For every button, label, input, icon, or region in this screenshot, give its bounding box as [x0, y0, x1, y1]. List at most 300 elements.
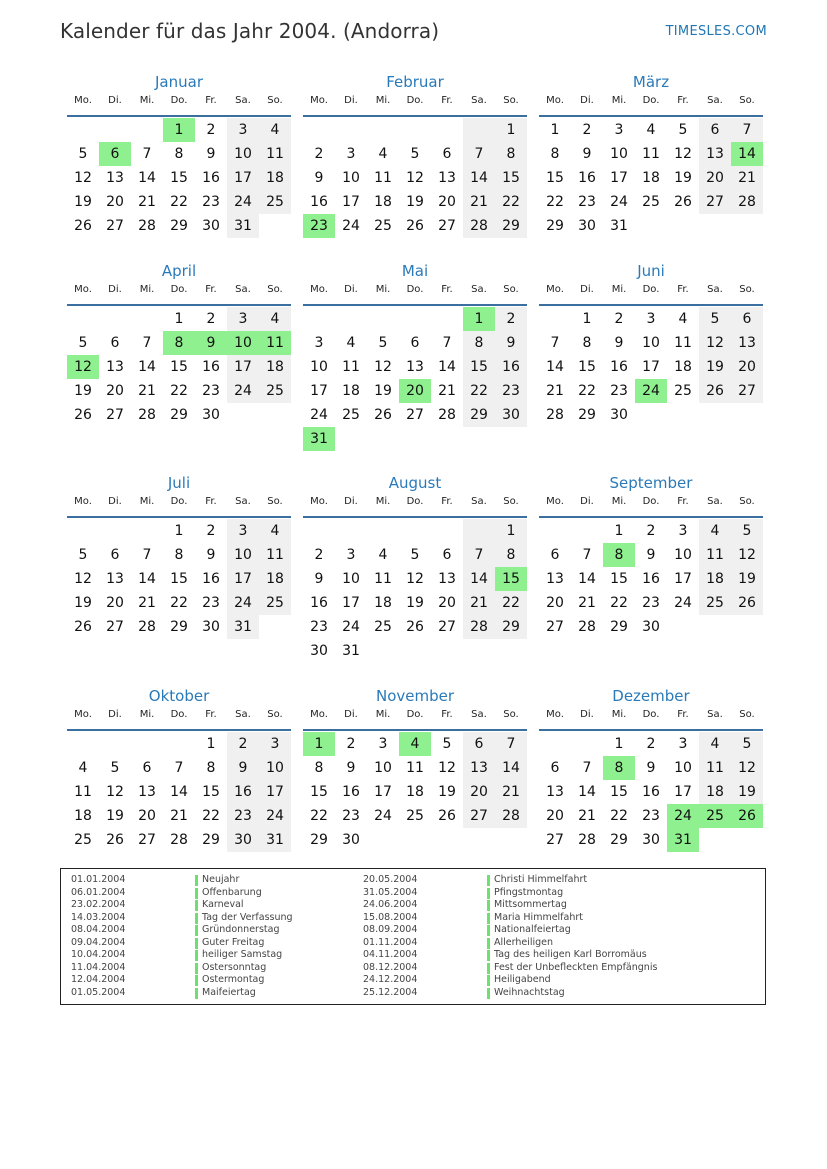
- day-cell: 3: [378, 736, 388, 752]
- day-cell: 14: [495, 756, 527, 780]
- month-title: Juni: [637, 262, 665, 280]
- weekday-label: Di.: [580, 284, 594, 295]
- day-cell: 18: [374, 194, 392, 210]
- weekday-header: [303, 94, 527, 115]
- weekday-label: Mo.: [74, 496, 92, 507]
- holiday-name: Maria Himmelfahrt: [494, 911, 583, 923]
- week-row: [303, 615, 527, 639]
- day-cell: 24: [310, 407, 328, 423]
- holiday-entry: [363, 912, 743, 925]
- weekday-label: So.: [503, 709, 519, 720]
- day-cell: 27: [138, 832, 156, 848]
- day-cell: 19: [406, 595, 424, 611]
- day-cell: 30: [202, 619, 220, 635]
- day-cell: 5: [678, 122, 688, 138]
- day-cell: 21: [546, 383, 564, 399]
- day-cell: 29: [610, 619, 628, 635]
- day-cell: 14: [170, 784, 188, 800]
- day-cell: 29: [610, 832, 628, 848]
- week-row: [539, 190, 763, 214]
- month-9: [539, 472, 763, 639]
- day-cell: 14: [463, 567, 495, 591]
- day-cell: 10: [674, 760, 692, 776]
- month-divider: [67, 729, 291, 731]
- week-row: [67, 804, 291, 828]
- day-cell: 19: [74, 595, 92, 611]
- day-cell: 31: [667, 828, 699, 852]
- week-row: [303, 427, 527, 451]
- day-cell: 31: [303, 427, 335, 451]
- day-cell: 14: [138, 571, 156, 587]
- day-cell: 17: [259, 780, 291, 804]
- week-row: [539, 804, 763, 828]
- week-row: [539, 331, 763, 355]
- day-cell: 26: [731, 804, 763, 828]
- holiday-entry: [363, 949, 743, 962]
- holiday-name: Christi Himmelfahrt: [494, 874, 588, 885]
- weekday-label: So.: [267, 95, 283, 106]
- week-row: [303, 732, 527, 756]
- empty-cell: [259, 403, 291, 427]
- holiday-marker: [487, 925, 490, 936]
- day-cell: 8: [582, 335, 592, 351]
- day-cell: 12: [406, 571, 424, 587]
- weekday-label: Do.: [642, 284, 660, 295]
- weekday-label: Mo.: [74, 95, 92, 106]
- month-12: [539, 685, 763, 852]
- day-cell: 3: [314, 335, 324, 351]
- empty-cell: [335, 307, 367, 331]
- day-cell: 19: [106, 808, 124, 824]
- month-10: [67, 685, 291, 852]
- day-cell: 15: [610, 571, 628, 587]
- day-cell: 30: [495, 403, 527, 427]
- week-row: [539, 615, 763, 639]
- weekday-label: Do.: [642, 95, 660, 106]
- month-title: Februar: [386, 73, 444, 91]
- day-cell: 3: [227, 519, 259, 543]
- empty-cell: [131, 732, 163, 756]
- empty-cell: [131, 519, 163, 543]
- week-row: [539, 567, 763, 591]
- day-cell: 7: [463, 142, 495, 166]
- brand-logo-text[interactable]: TIMESLES.COM: [665, 24, 767, 39]
- week-row: [67, 543, 291, 567]
- day-cell: 20: [106, 194, 124, 210]
- day-cell: 25: [259, 190, 291, 214]
- month-6: [539, 260, 763, 427]
- day-cell: 8: [314, 760, 324, 776]
- day-cell: 4: [399, 732, 431, 756]
- day-cell: 2: [206, 122, 216, 138]
- holiday-marker: [487, 950, 490, 961]
- day-cell: 2: [646, 523, 656, 539]
- month-8: [303, 472, 527, 663]
- day-cell: 7: [582, 547, 592, 563]
- day-cell: 15: [463, 355, 495, 379]
- weekday-label: So.: [267, 709, 283, 720]
- day-cell: 31: [259, 828, 291, 852]
- empty-cell: [431, 427, 463, 451]
- holiday-date: 04.11.2004: [363, 949, 418, 960]
- week-row: [303, 780, 527, 804]
- month-1: [67, 71, 291, 238]
- day-cell: 6: [442, 146, 452, 162]
- weekday-label: Di.: [108, 284, 122, 295]
- week-row: [67, 190, 291, 214]
- weekday-label: Mo.: [546, 496, 564, 507]
- day-cell: 21: [578, 595, 596, 611]
- weekday-label: Do.: [170, 284, 188, 295]
- day-cell: 1: [614, 523, 624, 539]
- empty-cell: [731, 214, 763, 238]
- day-cell: 7: [174, 760, 184, 776]
- day-cell: 31: [227, 214, 259, 238]
- day-cell: 12: [406, 170, 424, 186]
- weekday-label: So.: [739, 95, 755, 106]
- day-cell: 5: [378, 335, 388, 351]
- week-row: [303, 543, 527, 567]
- day-cell: 11: [74, 784, 92, 800]
- week-row: [67, 403, 291, 427]
- month-divider: [67, 304, 291, 306]
- week-row: [303, 142, 527, 166]
- week-row: [303, 519, 527, 543]
- day-cell: 18: [342, 383, 360, 399]
- holiday-entry: [363, 874, 743, 887]
- weekday-label: Mo.: [310, 709, 328, 720]
- day-cell: 13: [438, 571, 456, 587]
- empty-cell: [99, 118, 131, 142]
- holiday-entry: [363, 937, 743, 950]
- holiday-date: 11.04.2004: [71, 961, 126, 973]
- day-cell: 17: [227, 567, 259, 591]
- day-cell: 28: [731, 190, 763, 214]
- day-cell: 17: [342, 194, 360, 210]
- empty-cell: [335, 519, 367, 543]
- day-cell: 25: [374, 619, 392, 635]
- day-cell: 21: [731, 166, 763, 190]
- weekday-label: Mi.: [611, 284, 627, 295]
- day-cell: 13: [546, 571, 564, 587]
- day-cell: 16: [202, 359, 220, 375]
- week-row: [539, 379, 763, 403]
- month-title: Oktober: [148, 687, 210, 705]
- day-cell: 17: [610, 170, 628, 186]
- day-cell: 15: [578, 359, 596, 375]
- day-cell: 30: [642, 832, 660, 848]
- holiday-marker: [195, 888, 198, 899]
- day-cell: 20: [699, 166, 731, 190]
- day-cell: 23: [310, 619, 328, 635]
- day-cell: 27: [731, 379, 763, 403]
- day-cell: 12: [731, 543, 763, 567]
- week-row: [303, 166, 527, 190]
- empty-cell: [399, 639, 431, 663]
- weekday-label: Do.: [406, 95, 424, 106]
- day-cell: 22: [495, 190, 527, 214]
- weekday-label: Do.: [406, 496, 424, 507]
- day-cell: 10: [227, 142, 259, 166]
- day-cell: 26: [731, 591, 763, 615]
- holiday-date: 24.12.2004: [363, 974, 418, 985]
- day-cell: 7: [142, 146, 152, 162]
- weekday-header: [303, 708, 527, 729]
- day-cell: 17: [227, 166, 259, 190]
- day-cell: 28: [170, 832, 188, 848]
- day-cell: 18: [674, 359, 692, 375]
- page-title: Kalender für das Jahr 2004. (Andorra): [60, 19, 440, 43]
- month-4: [67, 260, 291, 427]
- empty-cell: [731, 828, 763, 852]
- day-cell: 25: [406, 808, 424, 824]
- day-cell: 24: [667, 804, 699, 828]
- empty-cell: [463, 639, 495, 663]
- weekday-label: Di.: [580, 95, 594, 106]
- day-cell: 6: [110, 335, 120, 351]
- day-cell: 1: [206, 736, 216, 752]
- day-cell: 3: [259, 732, 291, 756]
- weekday-label: So.: [739, 496, 755, 507]
- day-cell: 21: [138, 383, 156, 399]
- day-cell: 21: [495, 780, 527, 804]
- empty-cell: [431, 519, 463, 543]
- day-cell: 2: [227, 732, 259, 756]
- week-row: [67, 828, 291, 852]
- month-title: November: [375, 687, 455, 705]
- day-cell: 4: [346, 335, 356, 351]
- empty-cell: [99, 732, 131, 756]
- holiday-date: 08.04.2004: [71, 924, 126, 935]
- day-cell: 11: [374, 571, 392, 587]
- day-cell: 8: [174, 547, 184, 563]
- holiday-date: 14.03.2004: [71, 911, 126, 923]
- week-row: [67, 331, 291, 355]
- day-cell: 9: [614, 335, 624, 351]
- week-row: [303, 403, 527, 427]
- weekday-header: [67, 283, 291, 304]
- weekday-label: Mo.: [546, 284, 564, 295]
- day-cell: 17: [674, 571, 692, 587]
- weekday-label: Sa.: [707, 709, 723, 720]
- weekday-label: Do.: [170, 95, 188, 106]
- day-cell: 25: [259, 591, 291, 615]
- day-cell: 29: [310, 832, 328, 848]
- holiday-name: Karneval: [202, 899, 244, 910]
- day-cell: 11: [699, 543, 731, 567]
- day-cell: 18: [699, 780, 731, 804]
- week-row: [303, 214, 527, 238]
- day-cell: 17: [342, 595, 360, 611]
- holiday-marker: [487, 900, 490, 911]
- day-cell: 24: [227, 190, 259, 214]
- day-cell: 2: [582, 122, 592, 138]
- day-cell: 27: [438, 619, 456, 635]
- day-cell: 5: [442, 736, 452, 752]
- weekday-label: Fr.: [441, 709, 453, 720]
- empty-cell: [539, 732, 571, 756]
- day-cell: 18: [259, 355, 291, 379]
- day-cell: 15: [495, 166, 527, 190]
- day-cell: 31: [342, 643, 360, 659]
- empty-cell: [67, 118, 99, 142]
- day-cell: 24: [227, 379, 259, 403]
- day-cell: 27: [463, 804, 495, 828]
- holiday-marker: [195, 963, 198, 974]
- week-row: [67, 355, 291, 379]
- day-cell: 13: [463, 756, 495, 780]
- day-cell: 11: [259, 331, 291, 355]
- week-row: [303, 639, 527, 663]
- day-cell: 28: [463, 214, 495, 238]
- weekday-label: Fr.: [441, 284, 453, 295]
- weekday-label: Di.: [580, 496, 594, 507]
- day-cell: 1: [463, 307, 495, 331]
- day-cell: 10: [642, 335, 660, 351]
- empty-cell: [699, 214, 731, 238]
- day-cell: 27: [106, 407, 124, 423]
- holiday-date: 12.04.2004: [71, 974, 126, 985]
- weekday-label: Sa.: [707, 284, 723, 295]
- day-cell: 3: [646, 311, 656, 327]
- day-cell: 28: [138, 218, 156, 234]
- day-cell: 26: [406, 619, 424, 635]
- day-cell: 2: [206, 311, 216, 327]
- day-cell: 27: [106, 218, 124, 234]
- day-cell: 23: [578, 194, 596, 210]
- holiday-marker: [487, 975, 490, 986]
- day-cell: 28: [438, 407, 456, 423]
- day-cell: 3: [678, 736, 688, 752]
- day-cell: 23: [227, 804, 259, 828]
- empty-cell: [259, 615, 291, 639]
- day-cell: 12: [106, 784, 124, 800]
- day-cell: 9: [314, 170, 324, 186]
- day-cell: 10: [674, 547, 692, 563]
- weekday-label: Mo.: [310, 284, 328, 295]
- day-cell: 5: [110, 760, 120, 776]
- day-cell: 25: [674, 383, 692, 399]
- day-cell: 28: [578, 832, 596, 848]
- empty-cell: [635, 403, 667, 427]
- day-cell: 29: [578, 407, 596, 423]
- holiday-date: 10.04.2004: [71, 949, 126, 960]
- day-cell: 23: [342, 808, 360, 824]
- empty-cell: [367, 307, 399, 331]
- day-cell: 30: [578, 218, 596, 234]
- day-cell: 6: [550, 547, 560, 563]
- month-5: [303, 260, 527, 451]
- day-cell: 30: [610, 407, 628, 423]
- day-cell: 9: [495, 331, 527, 355]
- day-cell: 7: [550, 335, 560, 351]
- empty-cell: [303, 519, 335, 543]
- week-row: [539, 166, 763, 190]
- week-row: [539, 591, 763, 615]
- week-row: [67, 780, 291, 804]
- day-cell: 1: [303, 732, 335, 756]
- holiday-name: Pfingstmontag: [494, 886, 564, 898]
- day-cell: 14: [438, 359, 456, 375]
- day-cell: 5: [410, 146, 420, 162]
- day-cell: 8: [174, 146, 184, 162]
- weekday-label: Fr.: [205, 496, 217, 507]
- holiday-date: 09.04.2004: [71, 936, 126, 948]
- day-cell: 26: [74, 407, 92, 423]
- month-divider: [67, 516, 291, 518]
- week-row: [303, 355, 527, 379]
- day-cell: 6: [550, 760, 560, 776]
- day-cell: 8: [463, 331, 495, 355]
- day-cell: 16: [642, 571, 660, 587]
- week-row: [303, 379, 527, 403]
- day-cell: 18: [406, 784, 424, 800]
- day-cell: 18: [374, 595, 392, 611]
- week-row: [67, 307, 291, 331]
- week-row: [67, 519, 291, 543]
- day-cell: 4: [678, 311, 688, 327]
- day-cell: 4: [646, 122, 656, 138]
- month-title: September: [609, 474, 693, 492]
- day-cell: 21: [463, 190, 495, 214]
- empty-cell: [539, 307, 571, 331]
- day-cell: 28: [578, 619, 596, 635]
- day-cell: 20: [546, 595, 564, 611]
- day-cell: 13: [406, 359, 424, 375]
- holiday-name: Neujahr: [202, 874, 240, 885]
- holiday-date: 08.09.2004: [363, 924, 418, 935]
- weekday-label: Mo.: [74, 284, 92, 295]
- empty-cell: [99, 307, 131, 331]
- weekday-label: Do.: [170, 709, 188, 720]
- weekday-header: [67, 495, 291, 516]
- day-cell: 15: [202, 784, 220, 800]
- day-cell: 28: [138, 619, 156, 635]
- day-cell: 9: [314, 571, 324, 587]
- weekday-label: Mo.: [74, 709, 92, 720]
- month-divider: [67, 115, 291, 117]
- day-cell: 9: [195, 331, 227, 355]
- day-cell: 24: [342, 619, 360, 635]
- day-cell: 14: [138, 359, 156, 375]
- week-row: [539, 142, 763, 166]
- day-cell: 20: [731, 355, 763, 379]
- month-3: [539, 71, 763, 238]
- day-cell: 19: [438, 784, 456, 800]
- week-row: [67, 567, 291, 591]
- day-cell: 6: [99, 142, 131, 166]
- week-row: [67, 756, 291, 780]
- week-row: [539, 780, 763, 804]
- day-cell: 15: [170, 359, 188, 375]
- day-cell: 10: [342, 170, 360, 186]
- empty-cell: [635, 214, 667, 238]
- day-cell: 27: [699, 190, 731, 214]
- day-cell: 20: [138, 808, 156, 824]
- empty-cell: [163, 732, 195, 756]
- day-cell: 31: [610, 218, 628, 234]
- week-row: [67, 142, 291, 166]
- empty-cell: [667, 615, 699, 639]
- weekday-label: Sa.: [471, 709, 487, 720]
- day-cell: 23: [202, 595, 220, 611]
- holiday-name: Offenbarung: [202, 886, 262, 898]
- empty-cell: [367, 639, 399, 663]
- month-7: [67, 472, 291, 639]
- day-cell: 16: [342, 784, 360, 800]
- weekday-label: Di.: [580, 709, 594, 720]
- day-cell: 21: [463, 591, 495, 615]
